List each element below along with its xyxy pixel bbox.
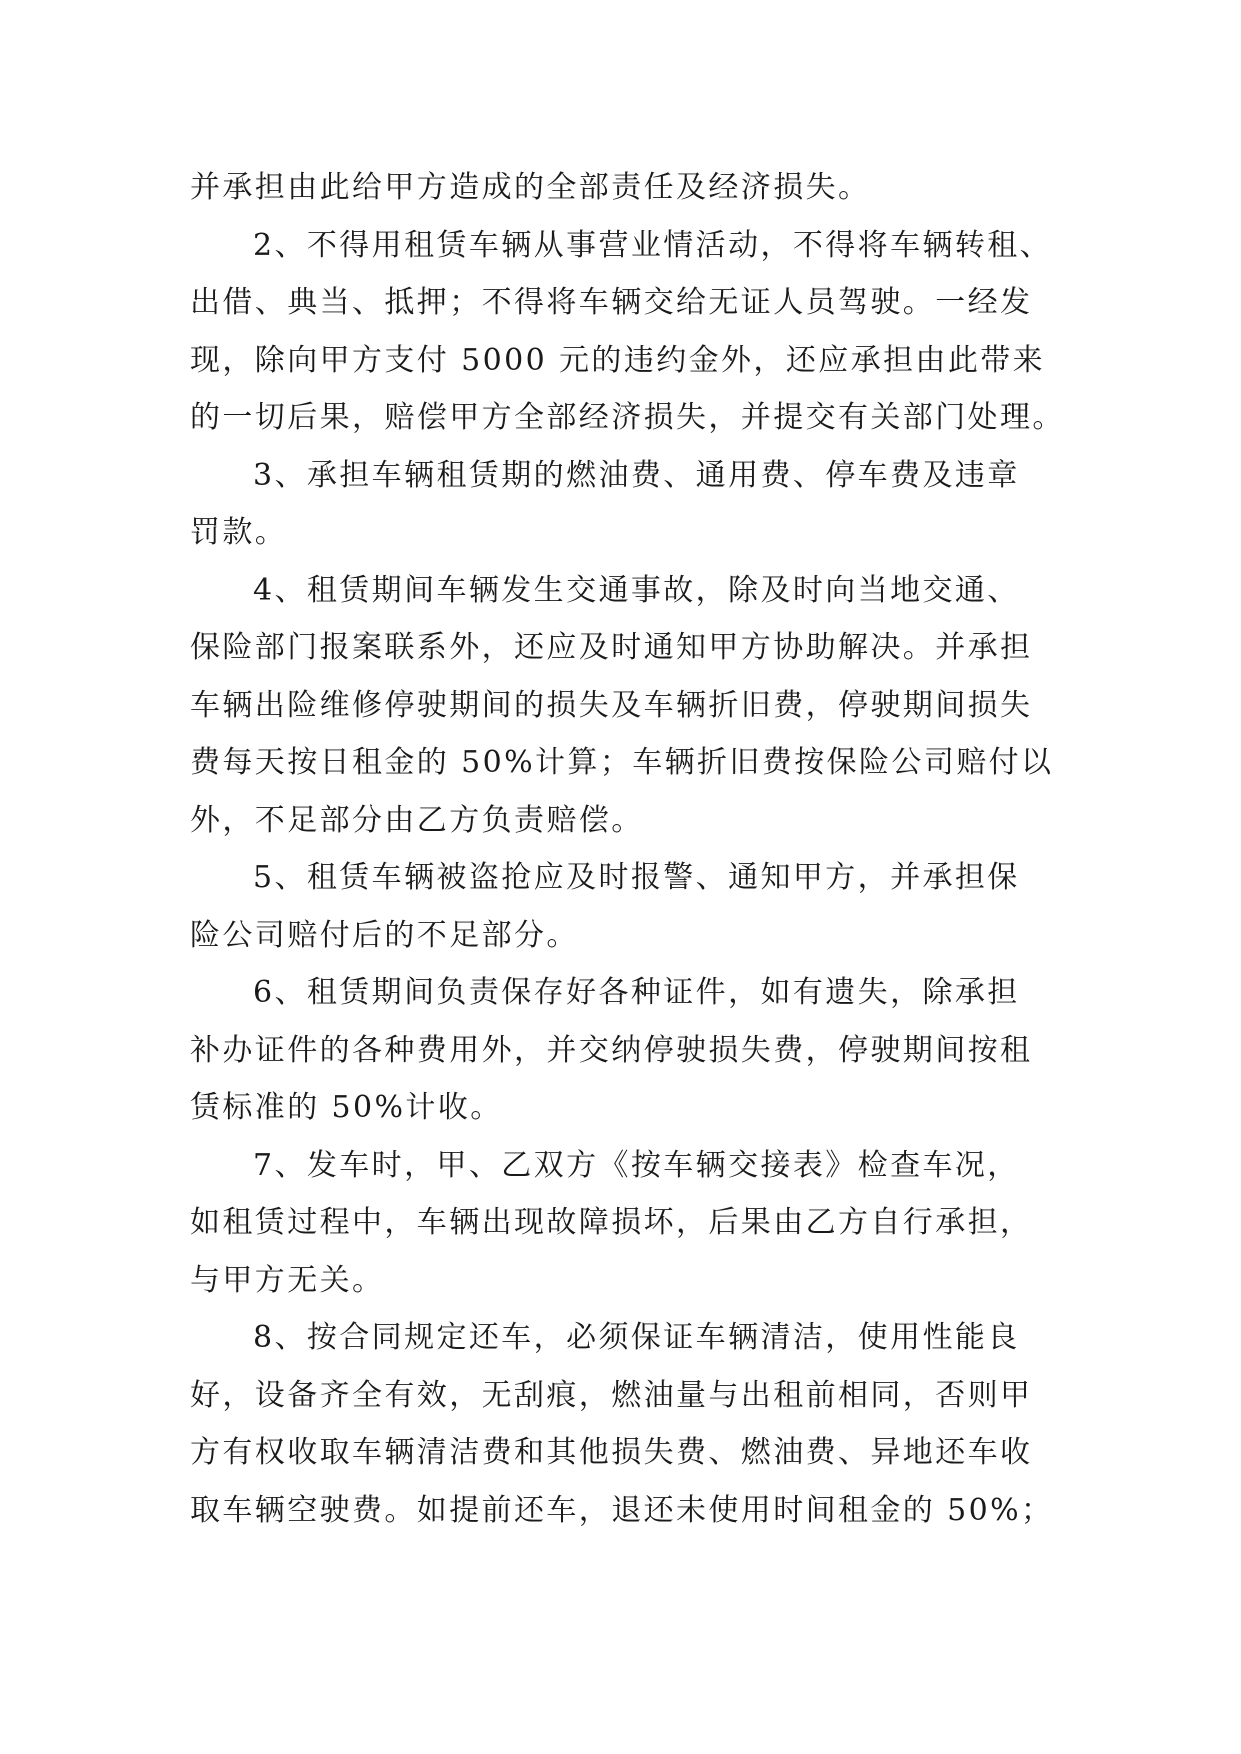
text-line: 车辆出险维修停驶期间的损失及车辆折旧费，停驶期间损失 (190, 688, 1033, 723)
text-line: 罚款。 (190, 515, 288, 550)
text-line: 3、承担车辆租赁期的燃油费、通用费、停车费及违章 (253, 458, 1020, 493)
text-line: 如租赁过程中，车辆出现故障损坏，后果由乙方自行承担， (190, 1205, 1033, 1240)
text-line: 与甲方无关。 (190, 1263, 385, 1298)
text-line: 8、按合同规定还车，必须保证车辆清洁，使用性能良 (253, 1320, 1020, 1355)
text-line: 好，设备齐全有效，无刮痕，燃油量与出租前相同，否则甲 (190, 1378, 1033, 1413)
text-line: 取车辆空驶费。如提前还车，退还未使用时间租金的 50%； (190, 1493, 1054, 1528)
text-line: 4、租赁期间车辆发生交通事故，除及时向当地交通、 (253, 573, 1020, 608)
text-line: 费每天按日租金的 50%计算；车辆折旧费按保险公司赔付以 (190, 745, 1054, 780)
text-line: 现，除向甲方支付 5000 元的违约金外，还应承担由此带来 (190, 343, 1046, 378)
text-line: 赁标准的 50%计收。 (190, 1090, 503, 1125)
text-line: 2、不得用租赁车辆从事营业情活动，不得将车辆转租、 (253, 228, 1053, 263)
text-line: 方有权收取车辆清洁费和其他损失费、燃油费、异地还车收 (190, 1435, 1033, 1470)
text-line: 5、租赁车辆被盗抢应及时报警、通知甲方，并承担保 (253, 860, 1020, 895)
text-line: 外，不足部分由乙方负责赔偿。 (190, 803, 644, 838)
text-line: 保险部门报案联系外，还应及时通知甲方协助解决。并承担 (190, 630, 1033, 665)
text-line: 7、发车时，甲、乙双方《按车辆交接表》检查车况， (253, 1148, 1020, 1183)
text-line: 补办证件的各种费用外，并交纳停驶损失费，停驶期间按租 (190, 1033, 1033, 1068)
text-line: 6、租赁期间负责保存好各种证件，如有遗失，除承担 (253, 975, 1020, 1010)
text-line: 的一切后果，赔偿甲方全部经济损失，并提交有关部门处理。 (190, 400, 1065, 435)
text-line: 险公司赔付后的不足部分。 (190, 918, 579, 953)
text-line: 并承担由此给甲方造成的全部责任及经济损失。 (190, 170, 871, 205)
text-line: 出借、典当、抵押；不得将车辆交给无证人员驾驶。一经发 (190, 285, 1033, 320)
